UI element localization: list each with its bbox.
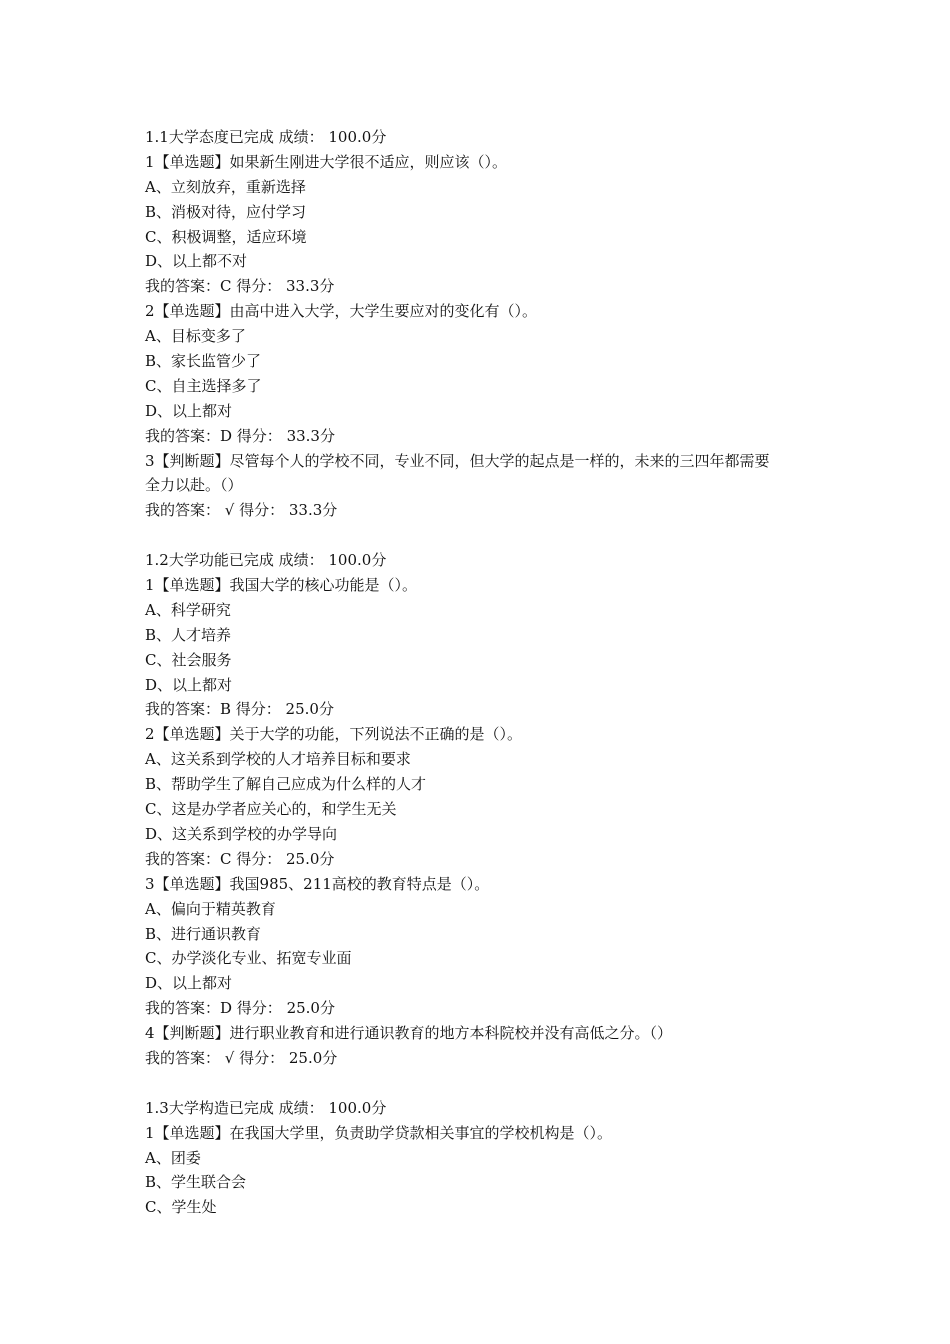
option-b: B、人才培养	[145, 625, 232, 644]
section-header: 1.1大学态度已完成 成绩： 100.0分	[145, 128, 387, 146]
question-stem: 4【判断题】进行职业教育和进行通识教育的地方本科院校并没有高低之分。（）	[145, 1024, 673, 1043]
option-a: A、这关系到学校的人才培养目标和要求	[145, 750, 411, 769]
question-stem: 1【单选题】在我国大学里，负责助学贷款相关事宜的学校机构是（）。	[145, 1123, 613, 1142]
my-answer: 我的答案： √ 得分： 33.3分	[145, 501, 338, 520]
my-answer: 我的答案： √ 得分： 25.0分	[145, 1048, 338, 1067]
option-c: C、社会服务	[145, 650, 232, 669]
option-d: D、以上都对	[145, 675, 233, 694]
my-answer: 我的答案：C 得分： 25.0分	[145, 849, 335, 868]
my-answer: 我的答案：C 得分： 33.3分	[145, 277, 335, 296]
option-d: D、这关系到学校的办学导向	[145, 824, 338, 843]
question-stem: 2【单选题】关于大学的功能，下列说法不正确的是（）。	[145, 725, 523, 744]
question-stem: 1【单选题】如果新生刚进大学很不适应，则应该（）。	[145, 152, 508, 171]
my-answer: 我的答案：D 得分： 25.0分	[145, 999, 335, 1018]
option-d: D、以上都对	[145, 401, 233, 420]
document-page	[145, 125, 845, 1220]
option-a: A、立刻放弃，重新选择	[145, 177, 306, 196]
question-stem-line2: 全力以赴。（）	[145, 476, 243, 495]
option-c: C、积极调整，适应环境	[145, 227, 307, 246]
question-stem: 2【单选题】由高中进入大学，大学生要应对的变化有（）。	[145, 302, 538, 321]
my-answer: 我的答案：B 得分： 25.0分	[145, 700, 334, 719]
option-d: D、以上都对	[145, 974, 233, 993]
option-a: A、目标变多了	[145, 327, 246, 346]
question-stem-line1: 3【判断题】尽管每个人的学校不同，专业不同，但大学的起点是一样的，未来的三四年都需要	[145, 451, 770, 470]
option-b: B、进行通识教育	[145, 924, 262, 943]
section-spacer	[145, 523, 845, 548]
option-b: B、学生联合会	[145, 1173, 247, 1192]
option-c: C、办学淡化专业、拓宽专业面	[145, 949, 352, 968]
option-b: B、消极对待，应付学习	[145, 202, 307, 221]
option-a: A、科学研究	[145, 600, 231, 619]
my-answer: 我的答案：D 得分： 33.3分	[145, 426, 335, 445]
section-spacer	[145, 1071, 845, 1096]
option-d: D、以上都不对	[145, 252, 248, 271]
question-stem: 1【单选题】我国大学的核心功能是（）。	[145, 576, 418, 595]
option-a: A、偏向于精英教育	[145, 899, 276, 918]
question-stem: 3【单选题】我国985、211高校的教育特点是（）。	[145, 874, 490, 893]
option-c: C、学生处	[145, 1198, 217, 1217]
section-header: 1.2大学功能已完成 成绩： 100.0分	[145, 551, 387, 570]
option-c: C、这是办学者应关心的，和学生无关	[145, 800, 397, 819]
option-c: C、自主选择多了	[145, 376, 262, 395]
option-b: B、帮助学生了解自己应成为什么样的人才	[145, 775, 427, 794]
option-a: A、团委	[145, 1148, 201, 1167]
option-b: B、家长监管少了	[145, 352, 262, 371]
section-header: 1.3大学构造已完成 成绩： 100.0分	[145, 1098, 387, 1117]
